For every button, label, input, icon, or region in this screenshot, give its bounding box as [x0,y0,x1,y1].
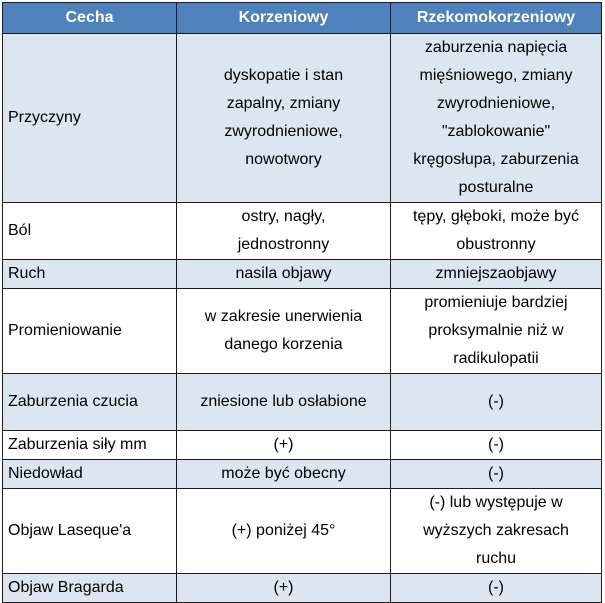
rzekomokorzeniowy-cell: tępy, głęboki, może być obustronny [391,203,602,260]
korzeniowy-cell: nasila objawy [177,260,391,289]
rzekomokorzeniowy-cell: (-) [391,431,602,460]
feature-cell: Objaw Laseque'a [3,489,177,574]
feature-cell: Niedowład [3,460,177,489]
korzeniowy-cell: dyskopatie i stan zapalny, zmiany zwyrodnieniowe, nowotwory [177,34,391,203]
korzeniowy-cell: (+) [177,431,391,460]
korzeniowy-cell: (+) [177,574,391,603]
korzeniowy-cell: może być obecny [177,460,391,489]
table-row [3,574,602,603]
rzekomokorzeniowy-cell: (-) lub występuje w wyższych zakresach ruchu [391,489,602,574]
table-row [3,460,602,489]
feature-cell: Ruch [3,260,177,289]
header-rzekomokorzeniowy: Rzekomokorzeniowy [391,3,602,34]
header-korzeniowy: Korzeniowy [177,3,391,34]
rzekomokorzeniowy-cell: promieniuje bardziej proksymalnie niż w radikulopatii [391,289,602,374]
feature-cell: Objaw Bragarda [3,574,177,603]
header-cecha: Cecha [3,3,177,34]
feature-cell: Promieniowanie [3,289,177,374]
feature-cell: Przyczyny [3,34,177,203]
table-row [3,260,602,289]
feature-cell: Zaburzenia siły mm [3,431,177,460]
comparison-table [2,2,602,603]
rzekomokorzeniowy-cell: (-) [391,460,602,489]
korzeniowy-cell: (+) poniżej 45° [177,489,391,574]
table-row [3,489,602,574]
rzekomokorzeniowy-cell: (-) [391,574,602,603]
rzekomokorzeniowy-cell: (-) [391,374,602,431]
table-row [3,34,602,203]
korzeniowy-cell: ostry, nagły, jednostronny [177,203,391,260]
table-row [3,374,602,431]
feature-cell: Ból [3,203,177,260]
feature-cell: Zaburzenia czucia [3,374,177,431]
header-row [3,3,602,34]
table-row [3,431,602,460]
table-row [3,289,602,374]
korzeniowy-cell: w zakresie unerwienia danego korzenia [177,289,391,374]
rzekomokorzeniowy-cell: zmniejszaobjawy [391,260,602,289]
rzekomokorzeniowy-cell: zaburzenia napięcia mięśniowego, zmiany zwyrodnieniowe, "zablokowanie" kręgosłupa, zaburzenia posturalne [391,34,602,203]
table-row [3,203,602,260]
korzeniowy-cell: zniesione lub osłabione [177,374,391,431]
